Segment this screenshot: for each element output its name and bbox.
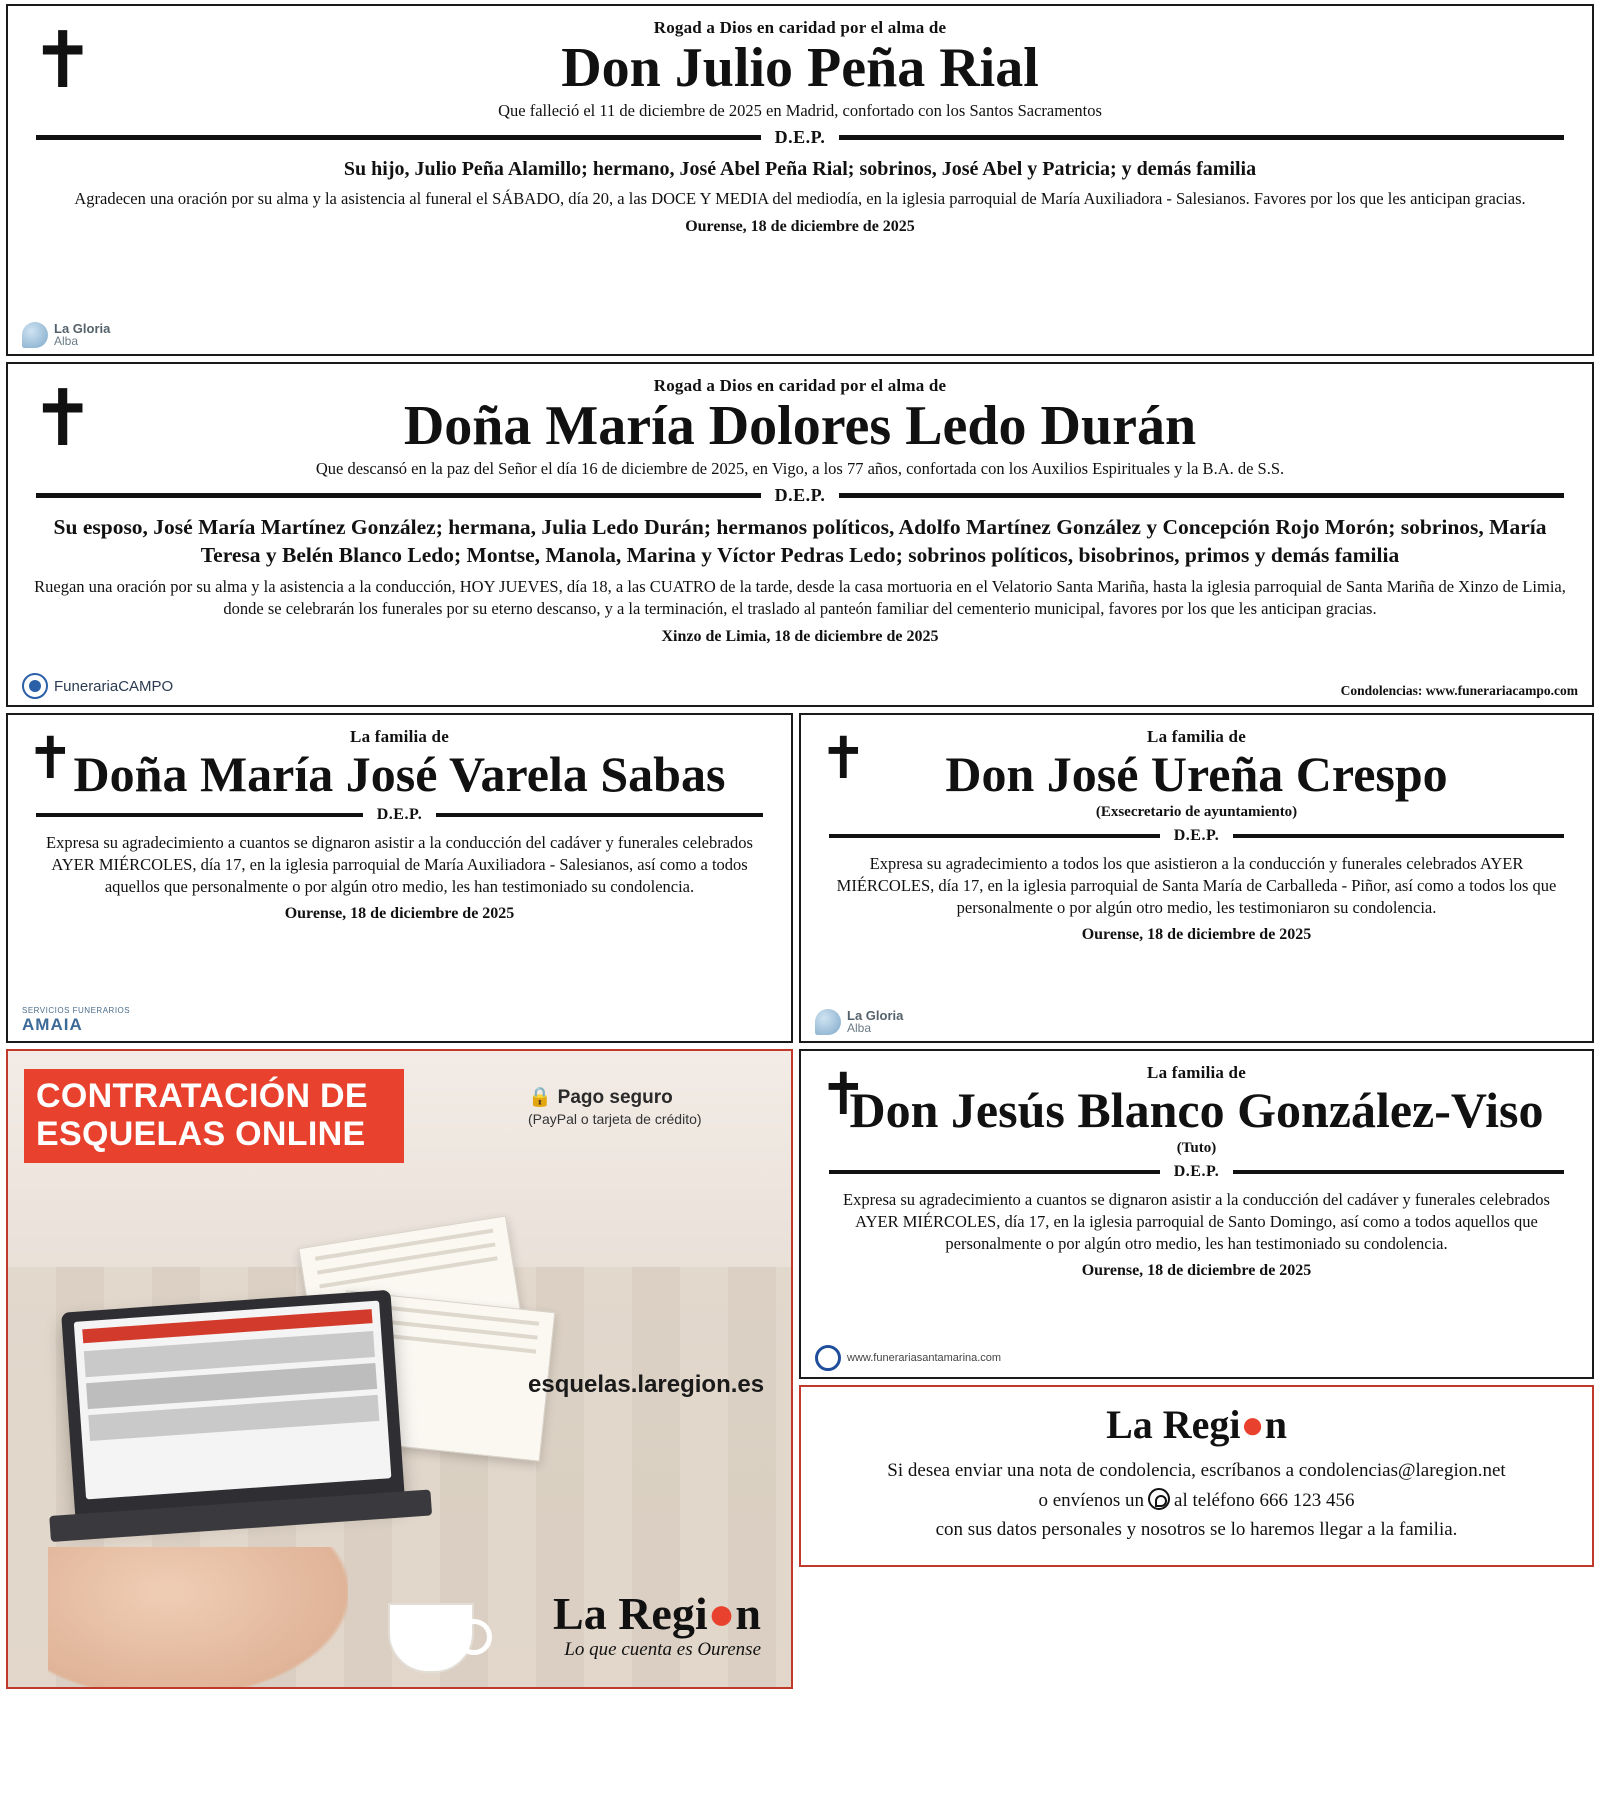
ad-secure-subtitle: (PayPal o tarjeta de crédito) (528, 1111, 702, 1127)
deceased-name: Don Julio Peña Rial (561, 37, 1039, 99)
obituary-card-4 (799, 713, 1594, 1043)
divider-bar-right (1233, 1170, 1564, 1174)
lock-icon: 🔒 (528, 1087, 552, 1108)
paper-line (319, 1256, 497, 1288)
obituary-card-2 (6, 362, 1594, 707)
alba-logo-sub: Alba (847, 1021, 872, 1036)
ad-secure-title: Pago seguro (557, 1087, 673, 1108)
obituary-card-5 (799, 1049, 1594, 1379)
lower-section (6, 713, 1594, 1689)
advertisement-esquelas-online[interactable] (6, 1049, 793, 1689)
funeral-home-logo-alba (815, 1009, 903, 1035)
dep-divider (829, 827, 1564, 845)
deceased-name: Don Jesús Blanco González-Viso (849, 1082, 1544, 1138)
obituary-body: Expresa su agradecimiento a todos los que asistieron a la conducción y funerales celebrados AYER MIÉRCOLES, día 17, en la iglesia parroquial de Santa María de Carballeda - Piñor, así como a todos los que personalmente o por algún otro medio, les testimoniaron su condolencia. (836, 854, 1557, 917)
obituary-preamble: La familia de (1147, 727, 1246, 746)
divider-bar-right (436, 813, 763, 817)
obituary-preamble: Rogad a Dios en caridad por el alma de (653, 376, 947, 395)
whatsapp-icon (1148, 1488, 1170, 1510)
place-date: Ourense, 18 de diciembre de 2025 (685, 217, 915, 235)
dep-divider (36, 485, 1564, 506)
obituary-subtitle: Que falleció el 11 de diciembre de 2025 en Madrid, confortado con los Santos Sacramentos (498, 101, 1102, 121)
divider-bar-left (36, 493, 761, 498)
divider-bar-left (36, 813, 363, 817)
alba-logo-text (54, 322, 110, 348)
alba-logo-icon (815, 1009, 841, 1035)
obituary-body: Ruegan una oración por su alma y la asistencia a la conducción, HOY JUEVES, día 18, a las CUATRO de la tarde, desde la casa mortuoria en el Velatorio Santa Mariña, hasta la iglesia parroquial de Santa Mariña de Xinzo de Limia, donde se celebrarán los funerales por su eterno descanso, y a la terminación, el traslado al panteón familiar del cementerio municipal, favores por los que les anticipan gracias. (34, 576, 1566, 618)
obituary-body: Expresa su agradecimiento a cuantos se dignaron asistir a la conducción del cadáver y funerales celebrados AYER MIÉRCOLES, día 17, en la iglesia parroquial de María Auxiliadora - Salesianos, así como a todos aquellos que personalmente o por algún otro medio, les han testimoniado su condolencia. (46, 833, 753, 896)
divider-bar-right (1233, 834, 1564, 838)
condolence-line-2b: al teléfono 666 123 456 (1174, 1489, 1355, 1511)
campo-logo-text: FunerariaCAMPO (54, 677, 174, 695)
dep-label: D.E.P. (774, 127, 826, 148)
dep-divider (36, 127, 1564, 148)
dep-label: D.E.P. (1173, 827, 1220, 844)
obituary-card-1 (6, 4, 1594, 356)
brand-slogan: Lo que cuenta es Ourense (564, 1639, 762, 1660)
ad-hands-image (48, 1547, 348, 1689)
place-date: Ourense, 18 de diciembre de 2025 (284, 905, 515, 923)
deceased-nickname: (Tuto) (1176, 1140, 1217, 1156)
dep-label: D.E.P. (774, 485, 826, 506)
dep-label: D.E.P. (376, 806, 423, 823)
laptop-screen (74, 1301, 392, 1500)
funeral-home-logo-amaia (22, 1006, 130, 1035)
brand-name-main: La Regi (553, 1588, 708, 1639)
alba-logo-text (847, 1009, 903, 1035)
funeral-home-logo-campo (22, 673, 173, 699)
laregion-brand (819, 1401, 1574, 1448)
condolence-line-1: Si desea enviar una nota de condolencia, escríbanos a condolencias@laregion.net (887, 1460, 1506, 1481)
condolence-line-2 (819, 1488, 1574, 1514)
divider-bar-left (829, 834, 1160, 838)
family-members: Su hijo, Julio Peña Alamillo; hermano, José Abel Peña Rial; sobrinos, José Abel y Patricia; y demás familia (343, 158, 1257, 181)
dep-divider (36, 806, 763, 824)
condolences-url[interactable]: Condolencias: www.funerariacampo.com (1340, 683, 1578, 698)
cross-icon: ✝ (30, 16, 96, 106)
condolence-line-2a: o envíenos un (1038, 1489, 1145, 1511)
campo-logo-icon (22, 673, 48, 699)
divider-bar-right (839, 135, 1564, 140)
obituary-body: Expresa su agradecimiento a cuantos se dignaron asistir a la conducción del cadáver y funerales celebrados AYER MIÉRCOLES, día 17, en la iglesia parroquial de Santo Domingo, así como a todos aquellos que personalmente o por algún otro medio, les han testimoniado su condolencia. (843, 1190, 1550, 1253)
obituary-preamble: Rogad a Dios en caridad por el alma de (653, 18, 947, 37)
alba-logo-name: La Gloria (847, 1007, 904, 1023)
left-column (6, 713, 793, 1689)
place-date: Xinzo de Limia, 18 de diciembre de 2025 (661, 627, 939, 645)
obituary-subtitle: Que descansó en la paz del Señor el día 16 de diciembre de 2025, en Vigo, a los 77 años, confortada con los Auxilios Espirituales y la B.A. de S.S. (315, 459, 1285, 479)
ad-laptop-image (61, 1290, 405, 1523)
brand-dot-icon: ● (707, 1588, 736, 1639)
brand-name-main: La Regi (1106, 1402, 1241, 1447)
ad-website-url[interactable]: esquelas.laregion.es (528, 1371, 765, 1398)
condolence-notice-box (799, 1385, 1594, 1567)
ad-secure-payment (528, 1085, 702, 1127)
amaia-logo-name: AMAIA (22, 1015, 83, 1034)
cross-icon: ✝ (30, 374, 96, 464)
dep-label: D.E.P. (1173, 1163, 1220, 1180)
deceased-name: Don José Ureña Crespo (945, 746, 1448, 802)
brand-dot-icon: ● (1240, 1402, 1265, 1447)
funeral-home-logo-alba (22, 322, 110, 348)
cross-icon: ✝ (26, 724, 75, 792)
condolence-line-3: con sus datos personales y nosotros se lo haremos llegar a la familia. (935, 1519, 1458, 1541)
deceased-title-note: (Exsecretario de ayuntamiento) (1095, 804, 1298, 820)
right-column (799, 713, 1594, 1567)
obituary-preamble: La familia de (1147, 1063, 1246, 1082)
brand-name-tail: n (1264, 1402, 1287, 1447)
ad-headline: CONTRATACIÓN DE ESQUELAS ONLINE (24, 1069, 404, 1163)
ad-brand-logo (553, 1588, 762, 1661)
obituary-preamble: La familia de (350, 727, 449, 746)
alba-logo-icon (22, 322, 48, 348)
cross-icon: ✝ (819, 724, 868, 792)
alba-logo-name: La Gloria (54, 320, 111, 336)
dep-divider (829, 1163, 1564, 1181)
obituary-card-3 (6, 713, 793, 1043)
place-date: Ourense, 18 de diciembre de 2025 (1081, 926, 1312, 944)
funeral-home-logo-santa-marina (815, 1345, 1001, 1371)
brand-name-tail: n (735, 1588, 762, 1639)
divider-bar-right (839, 493, 1564, 498)
divider-bar-left (36, 135, 761, 140)
divider-bar-left (829, 1170, 1160, 1174)
santa-marina-url[interactable]: www.funerariasantamarina.com (847, 1352, 1002, 1364)
deceased-name: Doña María Dolores Ledo Durán (403, 395, 1197, 457)
brand-name (553, 1588, 762, 1639)
family-members: Su esposo, José María Martínez González; hermana, Julia Ledo Durán; hermanos políticos, Adolfo Martínez González y Concepción Rojo Morón; sobrinos, María Teresa y Belén Blanco Ledo; Montse, Manola, Marina y Víctor Pedras Ledo; sobrinos políticos, bisobrinos, primos y demás familia (53, 515, 1547, 568)
deceased-name: Doña María José Varela Sabas (73, 746, 726, 802)
cross-icon: ✝ (819, 1060, 868, 1128)
place-date: Ourense, 18 de diciembre de 2025 (1081, 1262, 1312, 1280)
alba-logo-sub: Alba (54, 334, 79, 349)
santa-marina-logo-icon (815, 1345, 841, 1371)
amaia-logo-sub: SERVICIOS FUNERARIOS (22, 1006, 131, 1015)
obituary-body: Agradecen una oración por su alma y la asistencia al funeral el SÁBADO, día 20, a las DOCE Y MEDIA del mediodía, en la iglesia parroquial de María Auxiliadora - Salesianos. Favores por los que les anticipan gracias. (74, 189, 1526, 209)
